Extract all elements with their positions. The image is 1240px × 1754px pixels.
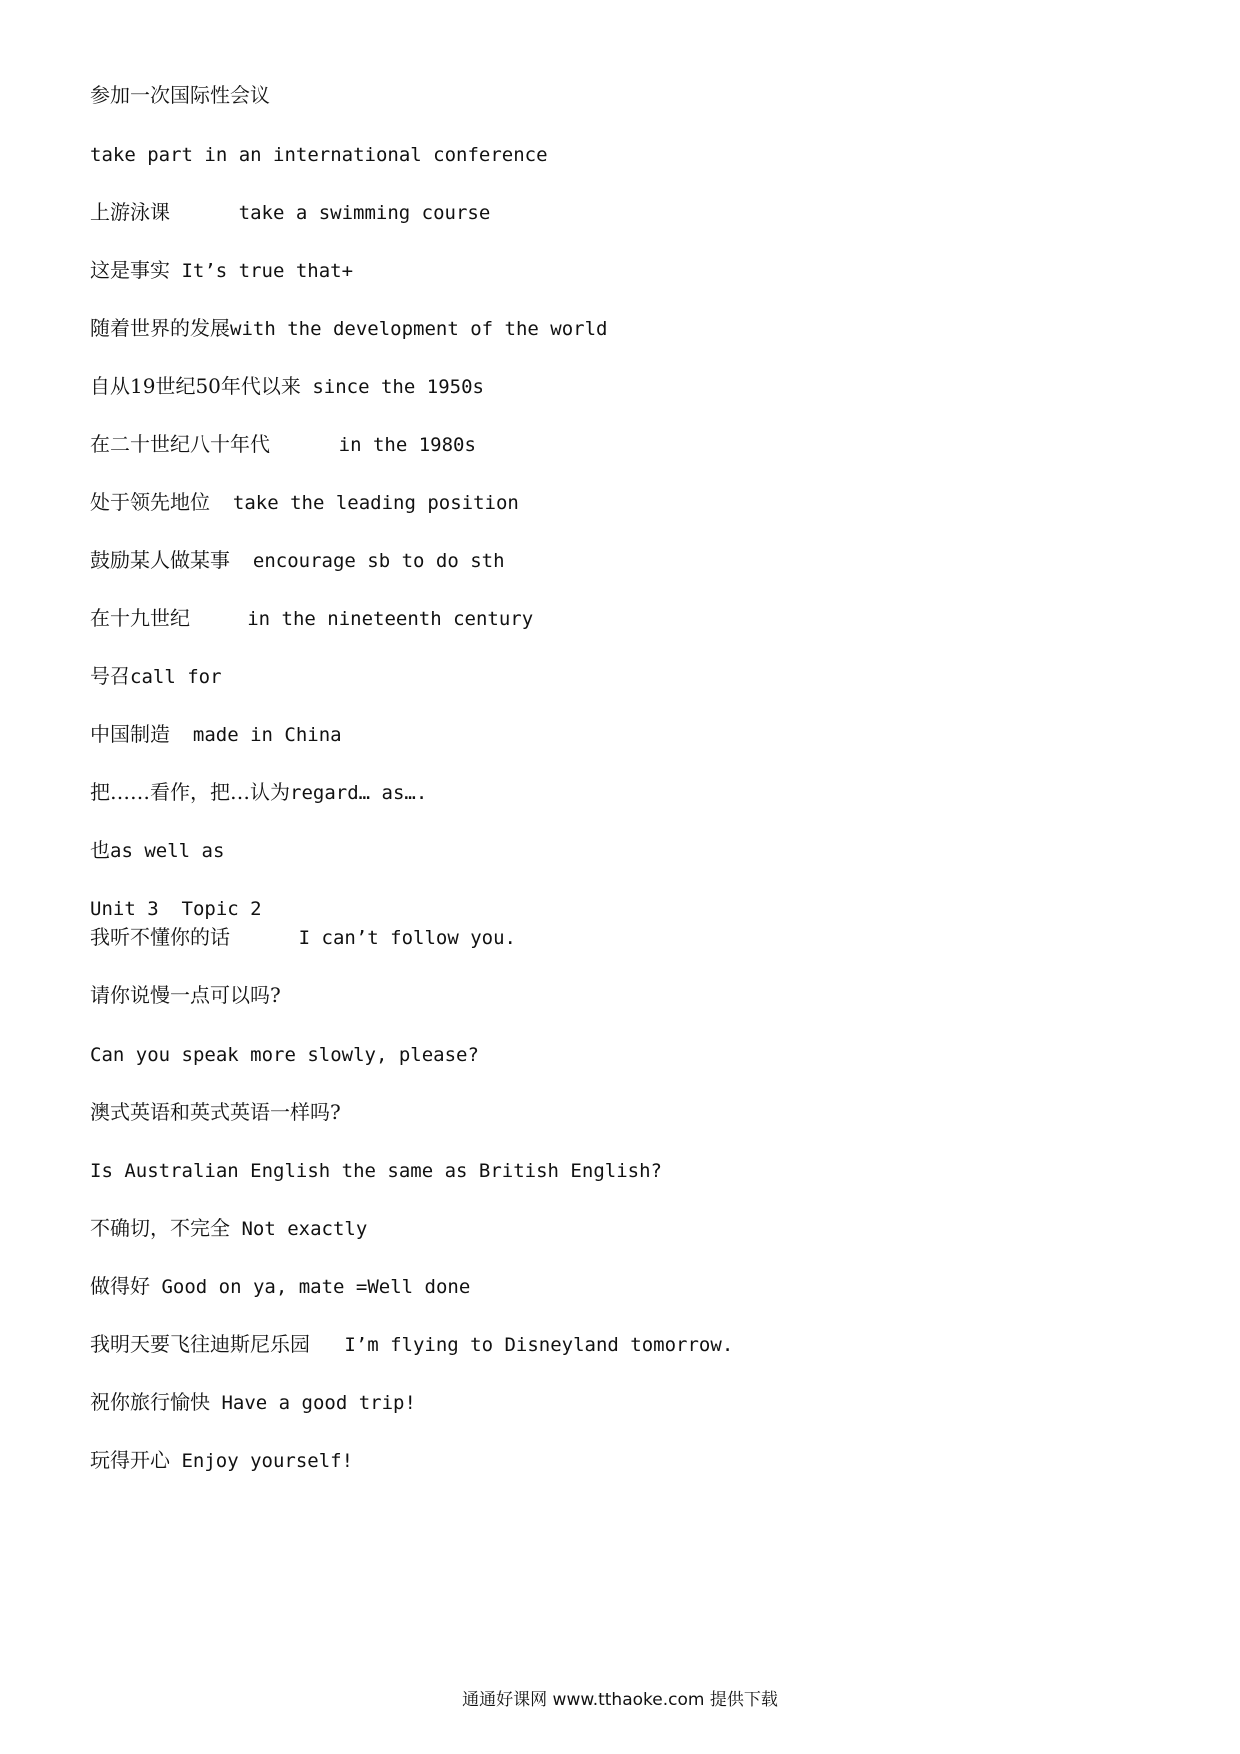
chinese-phrase: 做得好 (90, 1274, 150, 1298)
chinese-phrase: 不确切，不完全 (90, 1216, 230, 1240)
english-phrase: with the development of the world (230, 318, 608, 340)
spacer (310, 1334, 344, 1356)
chinese-phrase: 中国制造 (90, 722, 170, 746)
chinese-phrase: 我明天要飞往迪斯尼乐园 (90, 1332, 310, 1356)
chinese-phrase: 参加一次国际性会议 (90, 83, 270, 107)
english-phrase: Can you speak more slowly, please? (90, 1044, 479, 1066)
english-phrase: It’s true that+ (181, 260, 354, 282)
phrase-line (90, 980, 281, 1010)
spacer (170, 1450, 181, 1472)
spacer (170, 724, 193, 746)
phrase-line (90, 893, 262, 923)
chinese-phrase: 号召 (90, 664, 130, 688)
english-phrase: Have a good trip! (221, 1392, 416, 1414)
phrase-line (90, 1329, 733, 1359)
phrase-line (90, 197, 490, 227)
chinese-phrase: 处于领先地位 (90, 490, 210, 514)
english-phrase: in the nineteenth century (247, 608, 534, 630)
english-phrase: Enjoy yourself! (181, 1450, 354, 1472)
spacer (230, 1218, 241, 1240)
chinese-phrase: 也 (90, 838, 110, 862)
phrase-line (90, 313, 608, 343)
phrase-line (90, 777, 427, 807)
english-phrase: Good on ya, mate =Well done (161, 1276, 471, 1298)
phrase-line (90, 139, 548, 169)
chinese-phrase: 玩得开心 (90, 1448, 170, 1472)
english-phrase: encourage sb to do sth (252, 550, 505, 572)
spacer (170, 202, 239, 224)
phrase-line (90, 255, 353, 285)
chinese-phrase: 澳式英语和英式英语一样吗? (90, 1100, 341, 1124)
phrase-line (90, 603, 533, 633)
spacer (230, 927, 299, 949)
phrase-line (90, 1213, 367, 1243)
phrase-line (90, 487, 519, 517)
chinese-phrase: 把……看作，把…认为 (90, 780, 290, 804)
english-phrase: I’m flying to Disneyland tomorrow. (344, 1334, 734, 1356)
english-phrase: made in China (192, 724, 342, 746)
chinese-phrase: 在二十世纪八十年代 (90, 432, 270, 456)
spacer (150, 1276, 161, 1298)
phrase-line (90, 80, 270, 110)
chinese-phrase: 我听不懂你的话 (90, 925, 230, 949)
chinese-phrase: 鼓励某人做某事 (90, 548, 230, 572)
page-footer: 通通好课网 www.tthaoke.com 提供下载 (462, 1690, 778, 1710)
english-phrase: Unit 3 Topic 2 (90, 898, 262, 920)
english-phrase: since the 1950s (312, 376, 484, 398)
phrase-line (90, 719, 342, 749)
english-phrase: call for (130, 666, 222, 688)
phrase-line (90, 835, 224, 865)
english-phrase: take the leading position (232, 492, 519, 514)
chinese-phrase: 在十九世纪 (90, 606, 190, 630)
spacer (210, 1392, 221, 1414)
phrase-line (90, 661, 222, 691)
english-phrase: take a swimming course (238, 202, 491, 224)
chinese-phrase: 这是事实 (90, 258, 170, 282)
english-phrase: I can’t follow you. (298, 927, 516, 949)
english-phrase: in the 1980s (338, 434, 476, 456)
phrase-line (90, 545, 505, 575)
phrase-line (90, 1039, 479, 1069)
chinese-phrase: 请你说慢一点可以吗? (90, 983, 281, 1007)
phrase-line (90, 429, 476, 459)
phrase-line (90, 1097, 341, 1127)
phrase-line (90, 371, 484, 401)
spacer (190, 608, 247, 630)
phrase-line (90, 1155, 662, 1185)
english-phrase: take part in an international conference (90, 144, 548, 166)
phrase-line (90, 1387, 416, 1417)
phrase-line (90, 1271, 470, 1301)
chinese-phrase: 随着世界的发展 (90, 316, 230, 340)
spacer (170, 260, 181, 282)
chinese-phrase: 上游泳课 (90, 200, 170, 224)
chinese-phrase: 自从19世纪50年代以来 (90, 374, 301, 398)
spacer (230, 550, 253, 572)
english-phrase: Not exactly (241, 1218, 368, 1240)
phrase-line (90, 1445, 353, 1475)
chinese-phrase: 祝你旅行愉快 (90, 1390, 210, 1414)
english-phrase: as well as (110, 840, 225, 862)
spacer (210, 492, 233, 514)
english-phrase: regard… as…. (290, 782, 428, 804)
spacer (301, 376, 312, 398)
spacer (270, 434, 339, 456)
english-phrase: Is Australian English the same as British English? (90, 1160, 662, 1182)
phrase-line (90, 922, 516, 952)
